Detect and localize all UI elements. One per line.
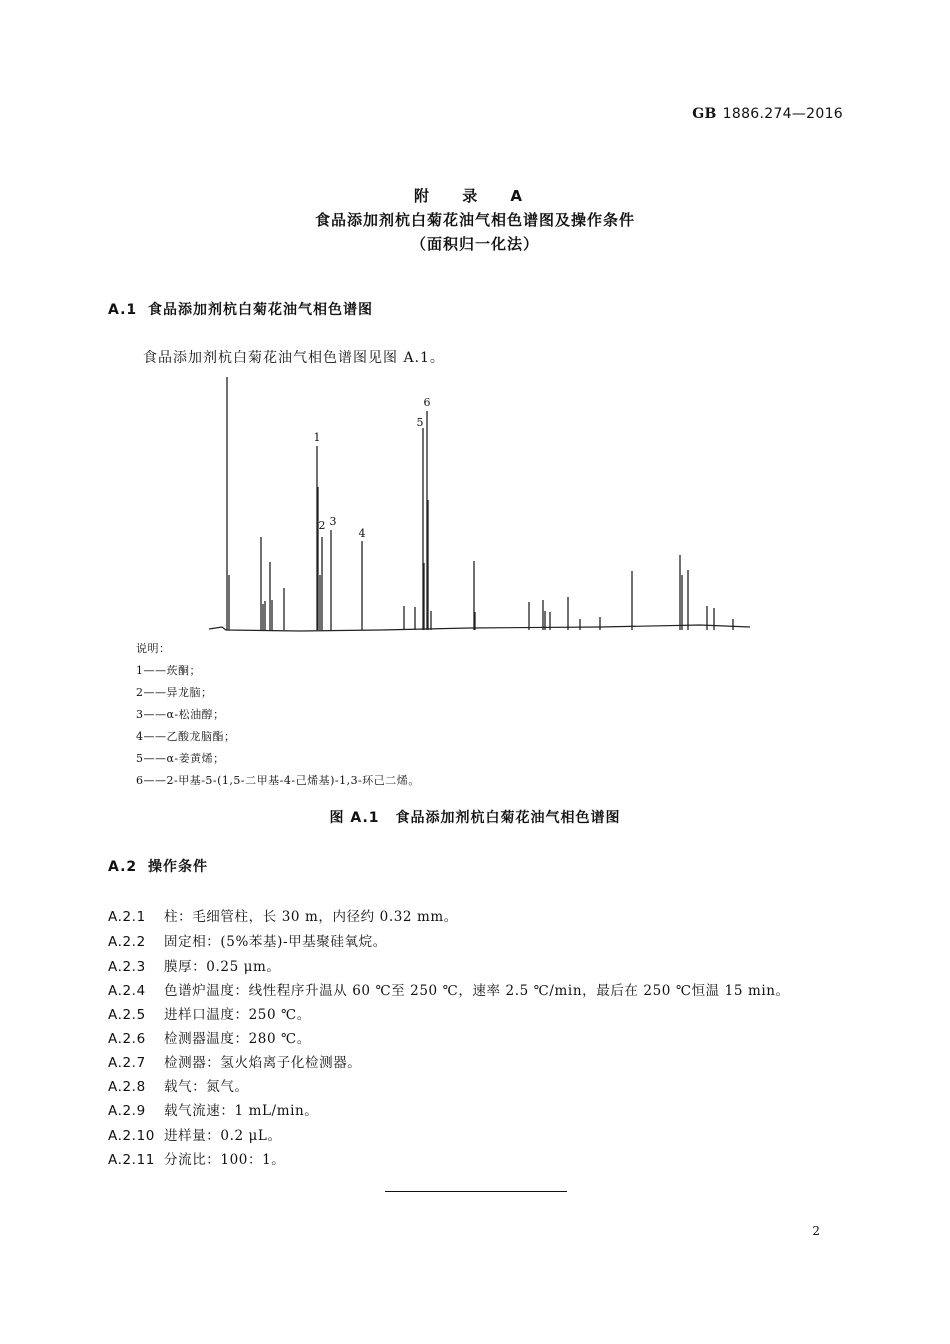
legend-item: 5——α-姜黄烯； — [136, 752, 225, 765]
section-a2-title: 操作条件 — [148, 859, 208, 875]
legend-item: 2——异龙脑； — [136, 686, 213, 699]
condition-number: A.2.2 — [108, 934, 146, 950]
condition-text: 固定相：(5%苯基)-甲基聚硅氧烷。 — [164, 934, 387, 950]
condition-a2-10 — [108, 1124, 282, 1144]
condition-number: A.2.10 — [108, 1128, 155, 1144]
condition-text: 进样量：0.2 μL。 — [164, 1128, 282, 1144]
legend-item: 6——2-甲基-5-(1,5-二甲基-4-己烯基)-1,3-环己二烯。 — [136, 774, 420, 787]
peak-label: 3 — [329, 515, 337, 528]
condition-text: 柱：毛细管柱，长 30 m，内径约 0.32 mm。 — [164, 909, 458, 925]
condition-a2-5 — [108, 1003, 311, 1023]
condition-number: A.2.7 — [108, 1055, 146, 1071]
peak-label: 6 — [423, 396, 431, 409]
condition-text: 进样口温度：250 ℃。 — [164, 1007, 311, 1023]
condition-a2-9 — [108, 1099, 318, 1119]
condition-a2-2 — [108, 930, 387, 950]
condition-a2-4 — [108, 979, 790, 999]
condition-number: A.2.1 — [108, 909, 146, 925]
appendix-label: 附 录 A — [413, 187, 537, 205]
standard-prefix: GB — [692, 106, 717, 122]
condition-a2-3 — [108, 955, 281, 975]
condition-a2-6 — [108, 1027, 311, 1047]
condition-text: 载气流速：1 mL/min。 — [164, 1103, 319, 1119]
peak-label: 2 — [318, 519, 326, 532]
condition-text: 检测器温度：280 ℃。 — [164, 1031, 311, 1047]
condition-text: 色谱炉温度：线性程序升温从 60 ℃至 250 ℃，速率 2.5 ℃/min，最后在 250 ℃恒温 15 min。 — [164, 983, 790, 999]
appendix-title: 食品添加剂杭白菊花油气相色谱图及操作条件 — [314, 211, 635, 229]
legend-item: 4——乙酸龙脑酯； — [136, 730, 236, 743]
condition-number: A.2.11 — [108, 1152, 155, 1168]
section-a2-number: A.2 — [108, 859, 138, 875]
condition-number: A.2.9 — [108, 1103, 146, 1119]
condition-a2-8 — [108, 1075, 249, 1095]
peak-label: 5 — [416, 416, 424, 429]
section-a1-intro: 食品添加剂杭白菊花油气相色谱图见图 A.1。 — [143, 350, 445, 366]
condition-number: A.2.3 — [108, 959, 146, 975]
figure-label: 图 A.1 — [329, 810, 380, 826]
chromatogram-baseline — [209, 625, 750, 631]
section-a1-number: A.1 — [108, 302, 138, 318]
condition-a2-1 — [108, 905, 458, 925]
condition-a2-7 — [108, 1051, 361, 1071]
condition-text: 分流比：100：1。 — [164, 1152, 286, 1168]
standard-number: 1886.274—2016 — [722, 106, 843, 122]
peak-label: 1 — [313, 431, 321, 444]
condition-number: A.2.8 — [108, 1079, 146, 1095]
condition-text: 检测器：氢火焰离子化检测器。 — [164, 1055, 362, 1071]
legend-heading: 说明： — [136, 642, 171, 655]
section-a1-title: 食品添加剂杭白菊花油气相色谱图 — [148, 302, 373, 318]
section-a2-heading — [108, 856, 208, 876]
chromatogram-chart — [0, 0, 950, 650]
figure-title: 食品添加剂杭白菊花油气相色谱图 — [395, 810, 621, 826]
appendix-subtitle: （面积归一化法） — [410, 235, 539, 253]
condition-number: A.2.4 — [108, 983, 146, 999]
legend-item: 3——α-松油醇； — [136, 708, 225, 721]
condition-number: A.2.5 — [108, 1007, 146, 1023]
page-number: 2 — [812, 1224, 820, 1238]
figure-legend — [136, 638, 420, 792]
end-rule — [385, 1191, 567, 1192]
peak-label: 4 — [358, 527, 366, 540]
condition-a2-11 — [108, 1148, 285, 1168]
condition-number: A.2.6 — [108, 1031, 146, 1047]
condition-text: 载气：氮气。 — [164, 1079, 249, 1095]
condition-text: 膜厚：0.25 μm。 — [164, 959, 281, 975]
legend-item: 1——莰酮； — [136, 664, 201, 677]
figure-caption — [0, 807, 950, 827]
